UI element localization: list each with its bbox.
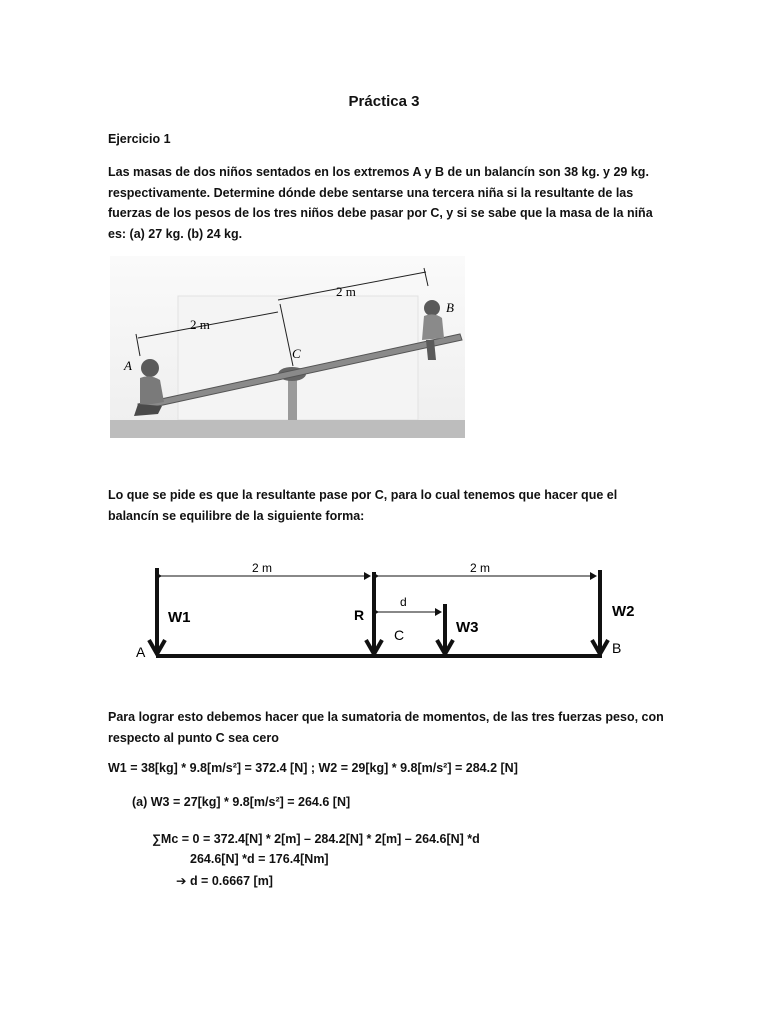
equation-result: ➔ d = 0.6667 [m]: [176, 874, 273, 888]
ground: [110, 420, 465, 438]
explanation-text: Lo que se pide es que la resultante pase por C, para lo cual tenemos que hacer que el balancín se equilibre de la siguiente forma:: [108, 488, 618, 523]
fig-dim-right: 2 m: [336, 284, 356, 299]
fig-label-b: B: [446, 300, 454, 315]
equation-w1-w2: W1 = 38[kg] * 9.8[m/s²] = 372.4 [N] ; W2 = 29[kg] * 9.8[m/s²] = 284.2 [N]: [108, 761, 518, 775]
label-c: C: [394, 627, 405, 643]
seesaw-figure: [110, 256, 465, 438]
label-w2: W2: [612, 603, 635, 620]
label-r: R: [354, 607, 365, 623]
page-title: Práctica 3: [348, 93, 420, 110]
force-diagram: [120, 548, 640, 668]
problem-statement: Las masas de dos niños sentados en los extremos A y B de un balancín son 38 kg. y 29 kg. respectivamente. Determine dónde debe sentarse una tercera niña si la resultante de las fuerzas de los pesos de los tres niños debe pasar por C, y si se sabe que la masa de la niña es: (a) 27 kg. (b) 24 kg.: [108, 165, 653, 241]
label-a: A: [136, 644, 146, 660]
equation-substitution: 264.6[N] *d = 176.4[Nm]: [190, 852, 329, 866]
seesaw-illustration: [110, 256, 465, 438]
child-a: [134, 359, 164, 416]
child-b: [422, 300, 444, 360]
label-w3: W3: [456, 619, 479, 636]
free-body-diagram: [120, 548, 640, 673]
fbd-dim-left: 2 m: [252, 561, 273, 575]
equation-sum-moments: ∑Mc = 0 = 372.4[N] * 2[m] – 284.2[N] * 2[m] – 264.6[N] *d: [152, 832, 480, 846]
moments-intro: Para lograr esto debemos hacer que la sumatoria de momentos, de las tres fuerzas peso, con respecto al punto C sea cero: [108, 710, 664, 745]
fbd-dim-d: d: [400, 595, 407, 609]
label-w1: W1: [168, 609, 191, 626]
equation-w3: (a) W3 = 27[kg] * 9.8[m/s²] = 264.6 [N]: [132, 795, 351, 809]
fig-dim-left: 2 m: [190, 317, 210, 332]
fbd-dim-right: 2 m: [470, 561, 491, 575]
fig-label-a: A: [124, 358, 132, 373]
exercise-label: Ejercicio 1: [108, 132, 171, 146]
label-b: B: [612, 640, 622, 656]
fig-label-c: C: [292, 346, 301, 361]
